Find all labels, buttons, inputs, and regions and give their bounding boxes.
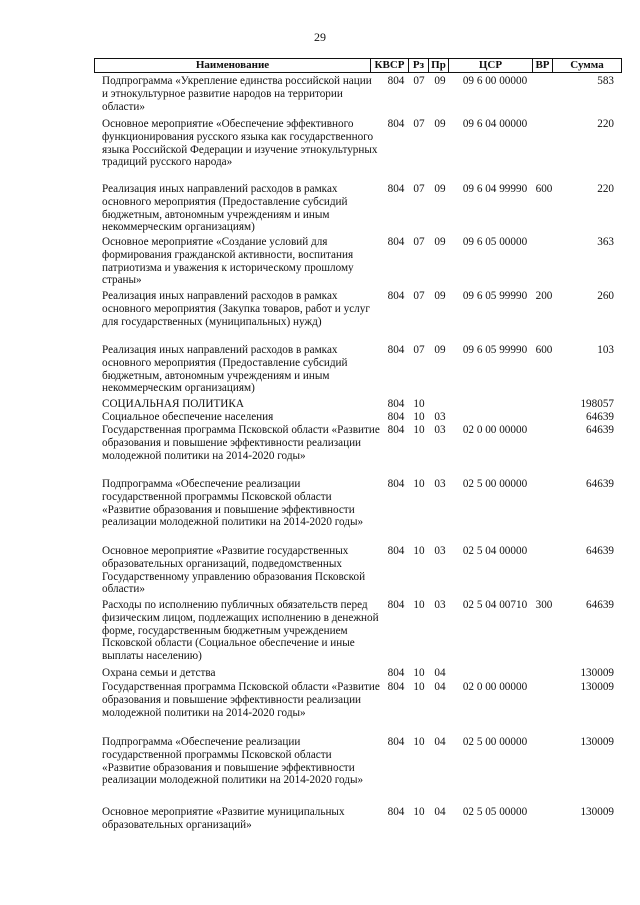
row-vr: 600 [535,183,553,195]
row-sum: 130009 [580,667,614,679]
row-pr: 03 [434,599,446,611]
row-name: Реализация иных направлений расходов в рамках основного мероприятия (Предоставление субсидий бюджетным, автономным учреждениям и иным некоммерческим организациям) [102,344,348,395]
row-pr: 04 [434,736,446,748]
header-pr: Пр [428,59,448,72]
row-sum: 64639 [586,599,614,611]
row-pr: 03 [434,424,446,436]
row-pr: 09 [434,183,446,195]
row-csr: 02 5 00 00000 [462,478,528,490]
row-sum: 260 [597,290,614,302]
row-name: Подпрограмма «Обеспечение реализации государственной программы Псковской области «Развитие образования и повышение эффективности реализации молодежной политики на 2014-2020 годы» [102,736,364,787]
row-rz: 10 [413,681,425,693]
row-sum: 583 [597,75,614,87]
row-pr: 03 [434,545,446,557]
row-kvsr: 804 [387,667,405,679]
row-name: Реализация иных направлений расходов в рамках основного мероприятия (Закупка товаров, работ и услуг для государственных (муниципальных) нужд) [102,290,370,328]
row-vr: 600 [535,344,553,356]
row-pr: 03 [434,411,446,423]
row-rz: 10 [413,599,425,611]
row-csr: 02 0 00 00000 [462,424,528,436]
table-header [94,58,622,73]
row-name: Подпрограмма «Укрепление единства российской нации и этнокультурное развитие народов на территории области» [102,75,372,113]
row-rz: 07 [413,118,425,130]
row-csr: 09 6 05 99990 [462,344,528,356]
row-sum: 64639 [586,478,614,490]
row-sum: 130009 [580,736,614,748]
row-csr: 09 6 04 00000 [462,118,528,130]
row-pr: 03 [434,478,446,490]
row-rz: 10 [413,398,425,410]
row-pr: 09 [434,290,446,302]
row-kvsr: 804 [387,75,405,87]
row-name: Государственная программа Псковской области «Развитие образования и повышение эффективности реализации молодежной политики на 2014-2020 годы» [102,424,380,462]
row-pr: 09 [434,118,446,130]
row-kvsr: 804 [387,736,405,748]
row-name: Социальное обеспечение населения [102,411,274,423]
header-csr: ЦСР [448,59,532,72]
row-rz: 10 [413,424,425,436]
header-vr: ВР [532,59,552,72]
row-rz: 10 [413,667,425,679]
row-kvsr: 804 [387,398,405,410]
row-pr: 09 [434,236,446,248]
row-csr: 02 5 00 00000 [462,736,528,748]
row-sum: 130009 [580,806,614,818]
row-kvsr: 804 [387,599,405,611]
row-pr: 09 [434,75,446,87]
row-name: Основное мероприятие «Создание условий для формирования гражданской активности, воспитания патриотизма и уважения к историческому прошлому страны» [102,236,354,287]
row-kvsr: 804 [387,478,405,490]
row-kvsr: 804 [387,183,405,195]
row-rz: 10 [413,736,425,748]
row-pr: 09 [434,344,446,356]
header-name: Наименование [195,59,270,71]
row-kvsr: 804 [387,411,405,423]
row-kvsr: 804 [387,290,405,302]
row-rz: 07 [413,183,425,195]
row-name: Реализация иных направлений расходов в рамках основного мероприятия (Предоставление субсидий бюджетным, автономным учреждениям и иным некоммерческим организациям) [102,183,348,234]
row-sum: 220 [597,183,614,195]
row-name: Основное мероприятие «Обеспечение эффективного функционирования русского языка как государственного языка Российской Федерации и изучение этнокультурных традиций русского народа» [102,118,378,169]
row-rz: 07 [413,75,425,87]
row-name: Основное мероприятие «Развитие муниципальных образовательных организаций» [102,806,345,831]
page-number: 29 [314,30,326,44]
row-kvsr: 804 [387,681,405,693]
row-rz: 07 [413,344,425,356]
row-kvsr: 804 [387,118,405,130]
header-kvsr: КВСР [370,59,408,72]
row-kvsr: 804 [387,424,405,436]
row-csr: 02 5 05 00000 [462,806,528,818]
row-csr: 09 6 05 99990 [462,290,528,302]
row-sum: 64639 [586,545,614,557]
row-name: Основное мероприятие «Развитие государственных образовательных организаций, подведомственных Государственному управлению образования Псковской области» [102,545,366,596]
row-sum: 198057 [580,398,614,410]
row-vr: 200 [535,290,553,302]
header-sum: Сумма [552,59,621,72]
row-name: Подпрограмма «Обеспечение реализации государственной программы Псковской области «Развитие образования и повышение эффективности реализации молодежной политики на 2014-2020 годы» [102,478,364,529]
row-sum: 64639 [586,424,614,436]
row-pr: 04 [434,806,446,818]
row-sum: 103 [597,344,614,356]
row-sum: 64639 [586,411,614,423]
row-rz: 07 [413,290,425,302]
row-csr: 02 5 04 00000 [462,545,528,557]
row-sum: 220 [597,118,614,130]
row-kvsr: 804 [387,236,405,248]
row-rz: 10 [413,478,425,490]
row-csr: 09 6 04 99990 [462,183,528,195]
header-rz: Рз [408,59,428,72]
row-kvsr: 804 [387,806,405,818]
row-csr: 02 0 00 00000 [462,681,528,693]
row-kvsr: 804 [387,545,405,557]
row-rz: 07 [413,236,425,248]
row-name: Расходы по исполнению публичных обязательств перед физическим лицом, подлежащих исполнению в денежной форме, государственным бюджетным учреждением Псковской области (Социальное обеспечение и иные выплаты населению) [102,599,379,663]
row-rz: 10 [413,806,425,818]
row-vr: 300 [535,599,553,611]
row-pr: 04 [434,667,446,679]
row-rz: 10 [413,545,425,557]
row-sum: 363 [597,236,614,248]
row-name: Охрана семьи и детства [102,667,216,679]
row-csr: 09 6 00 00000 [462,75,528,87]
row-pr: 04 [434,681,446,693]
row-name: СОЦИАЛЬНАЯ ПОЛИТИКА [102,398,244,410]
row-sum: 130009 [580,681,614,693]
row-rz: 10 [413,411,425,423]
row-csr: 09 6 05 00000 [462,236,528,248]
row-csr: 02 5 04 00710 [462,599,528,611]
row-name: Государственная программа Псковской области «Развитие образования и повышение эффективности реализации молодежной политики на 2014-2020 годы» [102,681,380,719]
row-kvsr: 804 [387,344,405,356]
